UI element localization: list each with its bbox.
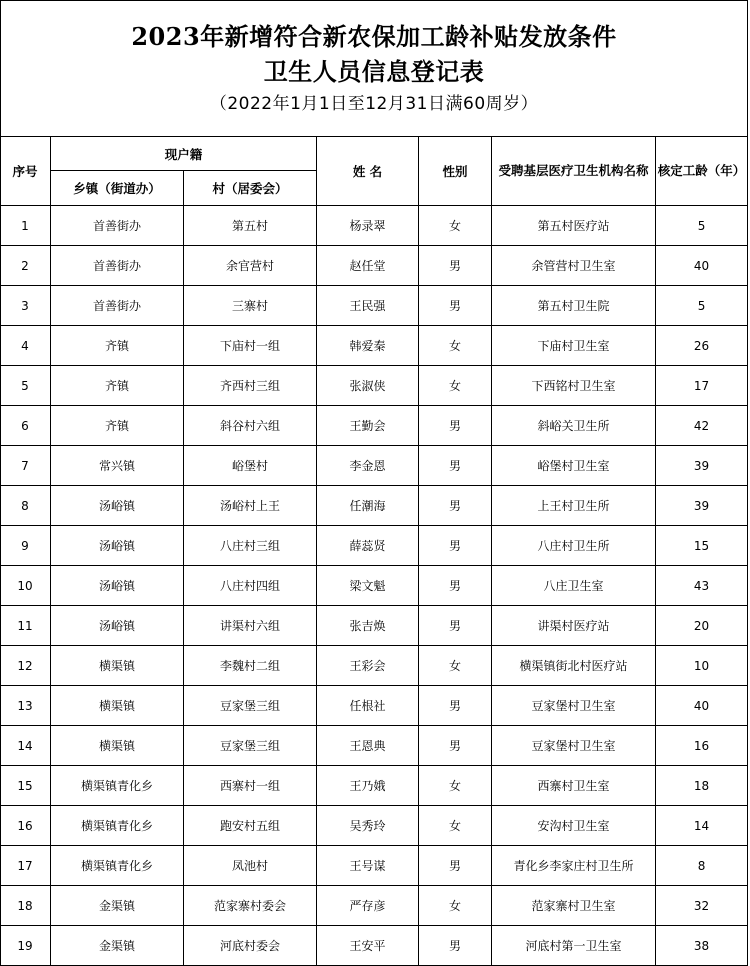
cell-years: 20 <box>656 606 748 646</box>
cell-township: 汤峪镇 <box>51 486 184 526</box>
header-name: 姓 名 <box>317 137 419 206</box>
cell-village: 齐西村三组 <box>184 366 317 406</box>
cell-institution: 八庄村卫生所 <box>492 526 656 566</box>
table-row <box>0 926 748 966</box>
cell-years: 43 <box>656 566 748 606</box>
cell-seq: 11 <box>0 606 51 646</box>
cell-years: 18 <box>656 766 748 806</box>
cell-name: 王恩典 <box>317 726 419 766</box>
cell-village: 河底村委会 <box>184 926 317 966</box>
cell-years: 38 <box>656 926 748 966</box>
cell-village: 第五村 <box>184 206 317 246</box>
cell-gender: 男 <box>419 606 492 646</box>
header-years: 核定工龄（年） <box>656 137 748 206</box>
cell-township: 横渠镇青化乡 <box>51 806 184 846</box>
cell-years: 5 <box>656 206 748 246</box>
cell-gender: 男 <box>419 446 492 486</box>
cell-village: 豆家堡三组 <box>184 686 317 726</box>
cell-village: 峪堡村 <box>184 446 317 486</box>
cell-name: 李金恩 <box>317 446 419 486</box>
cell-seq: 14 <box>0 726 51 766</box>
cell-village: 八庄村三组 <box>184 526 317 566</box>
cell-name: 王乃娥 <box>317 766 419 806</box>
cell-years: 17 <box>656 366 748 406</box>
cell-years: 42 <box>656 406 748 446</box>
cell-township: 首善街办 <box>51 286 184 326</box>
cell-seq: 7 <box>0 446 51 486</box>
table-body <box>0 206 748 966</box>
cell-institution: 上王村卫生所 <box>492 486 656 526</box>
cell-gender: 女 <box>419 766 492 806</box>
cell-name: 赵任堂 <box>317 246 419 286</box>
cell-years: 39 <box>656 446 748 486</box>
table-row <box>0 366 748 406</box>
header-residence: 现户籍 <box>51 137 317 171</box>
cell-gender: 男 <box>419 926 492 966</box>
cell-name: 吴秀玲 <box>317 806 419 846</box>
cell-gender: 女 <box>419 326 492 366</box>
cell-seq: 15 <box>0 766 51 806</box>
cell-seq: 10 <box>0 566 51 606</box>
cell-institution: 第五村卫生院 <box>492 286 656 326</box>
cell-gender: 女 <box>419 646 492 686</box>
cell-institution: 河底村第一卫生室 <box>492 926 656 966</box>
cell-years: 10 <box>656 646 748 686</box>
table-row <box>0 286 748 326</box>
cell-township: 齐镇 <box>51 366 184 406</box>
table-row <box>0 806 748 846</box>
cell-gender: 男 <box>419 246 492 286</box>
cell-village: 讲渠村六组 <box>184 606 317 646</box>
cell-institution: 范家寨村卫生室 <box>492 886 656 926</box>
cell-village: 凤池村 <box>184 846 317 886</box>
cell-name: 王号谋 <box>317 846 419 886</box>
header-village: 村（居委会） <box>184 171 317 206</box>
cell-village: 西寨村一组 <box>184 766 317 806</box>
cell-name: 王民强 <box>317 286 419 326</box>
cell-institution: 豆家堡村卫生室 <box>492 726 656 766</box>
cell-name: 梁文魁 <box>317 566 419 606</box>
document-subtitle: （2022年1月1日至12月31日满60周岁） <box>209 94 539 114</box>
cell-village: 李魏村二组 <box>184 646 317 686</box>
cell-village: 下庙村一组 <box>184 326 317 366</box>
cell-township: 汤峪镇 <box>51 566 184 606</box>
cell-years: 40 <box>656 686 748 726</box>
cell-gender: 男 <box>419 686 492 726</box>
cell-village: 汤峪村上王 <box>184 486 317 526</box>
cell-gender: 男 <box>419 286 492 326</box>
table-row <box>0 446 748 486</box>
cell-institution: 下西铭村卫生室 <box>492 366 656 406</box>
cell-township: 横渠镇青化乡 <box>51 766 184 806</box>
cell-seq: 16 <box>0 806 51 846</box>
cell-name: 薛蕊贤 <box>317 526 419 566</box>
cell-township: 横渠镇青化乡 <box>51 846 184 886</box>
cell-institution: 斜峪关卫生所 <box>492 406 656 446</box>
cell-seq: 4 <box>0 326 51 366</box>
registration-table <box>0 136 748 966</box>
table-row <box>0 686 748 726</box>
cell-years: 15 <box>656 526 748 566</box>
cell-years: 5 <box>656 286 748 326</box>
cell-institution: 横渠镇街北村医疗站 <box>492 646 656 686</box>
table-row <box>0 886 748 926</box>
cell-village: 跑安村五组 <box>184 806 317 846</box>
cell-township: 金渠镇 <box>51 926 184 966</box>
cell-gender: 男 <box>419 726 492 766</box>
table-row <box>0 646 748 686</box>
cell-years: 40 <box>656 246 748 286</box>
cell-institution: 第五村医疗站 <box>492 206 656 246</box>
cell-name: 韩爱秦 <box>317 326 419 366</box>
cell-township: 金渠镇 <box>51 886 184 926</box>
cell-township: 齐镇 <box>51 406 184 446</box>
cell-name: 王彩会 <box>317 646 419 686</box>
cell-village: 范家寨村委会 <box>184 886 317 926</box>
cell-township: 首善街办 <box>51 206 184 246</box>
cell-seq: 8 <box>0 486 51 526</box>
cell-seq: 1 <box>0 206 51 246</box>
cell-years: 16 <box>656 726 748 766</box>
cell-seq: 9 <box>0 526 51 566</box>
cell-seq: 12 <box>0 646 51 686</box>
cell-seq: 19 <box>0 926 51 966</box>
cell-seq: 5 <box>0 366 51 406</box>
cell-name: 张吉焕 <box>317 606 419 646</box>
table-row <box>0 566 748 606</box>
cell-seq: 17 <box>0 846 51 886</box>
table-row <box>0 526 748 566</box>
cell-township: 常兴镇 <box>51 446 184 486</box>
cell-township: 横渠镇 <box>51 686 184 726</box>
cell-seq: 3 <box>0 286 51 326</box>
cell-years: 8 <box>656 846 748 886</box>
table-row <box>0 326 748 366</box>
cell-institution: 青化乡李家庄村卫生所 <box>492 846 656 886</box>
cell-gender: 女 <box>419 886 492 926</box>
cell-gender: 男 <box>419 486 492 526</box>
cell-name: 任根社 <box>317 686 419 726</box>
cell-gender: 女 <box>419 366 492 406</box>
cell-institution: 余管营村卫生室 <box>492 246 656 286</box>
cell-years: 32 <box>656 886 748 926</box>
document-title-line1: 2023年新增符合新农保加工龄补贴发放条件 <box>131 22 617 51</box>
cell-seq: 2 <box>0 246 51 286</box>
table-row <box>0 206 748 246</box>
cell-gender: 男 <box>419 846 492 886</box>
cell-institution: 峪堡村卫生室 <box>492 446 656 486</box>
table-row <box>0 486 748 526</box>
header-institution: 受聘基层医疗卫生机构名称 <box>492 137 656 206</box>
cell-name: 张淑侠 <box>317 366 419 406</box>
cell-gender: 女 <box>419 806 492 846</box>
cell-seq: 13 <box>0 686 51 726</box>
cell-gender: 男 <box>419 406 492 446</box>
cell-years: 26 <box>656 326 748 366</box>
header-township: 乡镇（街道办） <box>51 171 184 206</box>
cell-village: 三寨村 <box>184 286 317 326</box>
cell-village: 斜谷村六组 <box>184 406 317 446</box>
table-row <box>0 726 748 766</box>
table-row <box>0 406 748 446</box>
document-title-line2: 卫生人员信息登记表 <box>263 57 485 86</box>
cell-institution: 西寨村卫生室 <box>492 766 656 806</box>
cell-name: 严存彦 <box>317 886 419 926</box>
cell-township: 横渠镇 <box>51 726 184 766</box>
cell-name: 杨录翠 <box>317 206 419 246</box>
cell-gender: 男 <box>419 566 492 606</box>
cell-village: 豆家堡三组 <box>184 726 317 766</box>
cell-institution: 讲渠村医疗站 <box>492 606 656 646</box>
cell-seq: 6 <box>0 406 51 446</box>
cell-village: 八庄村四组 <box>184 566 317 606</box>
table-row <box>0 846 748 886</box>
cell-village: 余官营村 <box>184 246 317 286</box>
cell-township: 汤峪镇 <box>51 606 184 646</box>
table-row <box>0 766 748 806</box>
cell-name: 王安平 <box>317 926 419 966</box>
cell-institution: 下庙村卫生室 <box>492 326 656 366</box>
cell-years: 39 <box>656 486 748 526</box>
cell-seq: 18 <box>0 886 51 926</box>
cell-township: 汤峪镇 <box>51 526 184 566</box>
header-seq: 序号 <box>0 137 51 206</box>
cell-name: 任潮海 <box>317 486 419 526</box>
header-gender: 性别 <box>419 137 492 206</box>
cell-institution: 豆家堡村卫生室 <box>492 686 656 726</box>
cell-gender: 女 <box>419 206 492 246</box>
cell-institution: 八庄卫生室 <box>492 566 656 606</box>
title-block <box>1 1 747 137</box>
cell-name: 王勤会 <box>317 406 419 446</box>
cell-years: 14 <box>656 806 748 846</box>
table-row <box>0 606 748 646</box>
cell-gender: 男 <box>419 526 492 566</box>
cell-township: 横渠镇 <box>51 646 184 686</box>
cell-township: 首善街办 <box>51 246 184 286</box>
cell-township: 齐镇 <box>51 326 184 366</box>
cell-institution: 安沟村卫生室 <box>492 806 656 846</box>
table-row <box>0 246 748 286</box>
